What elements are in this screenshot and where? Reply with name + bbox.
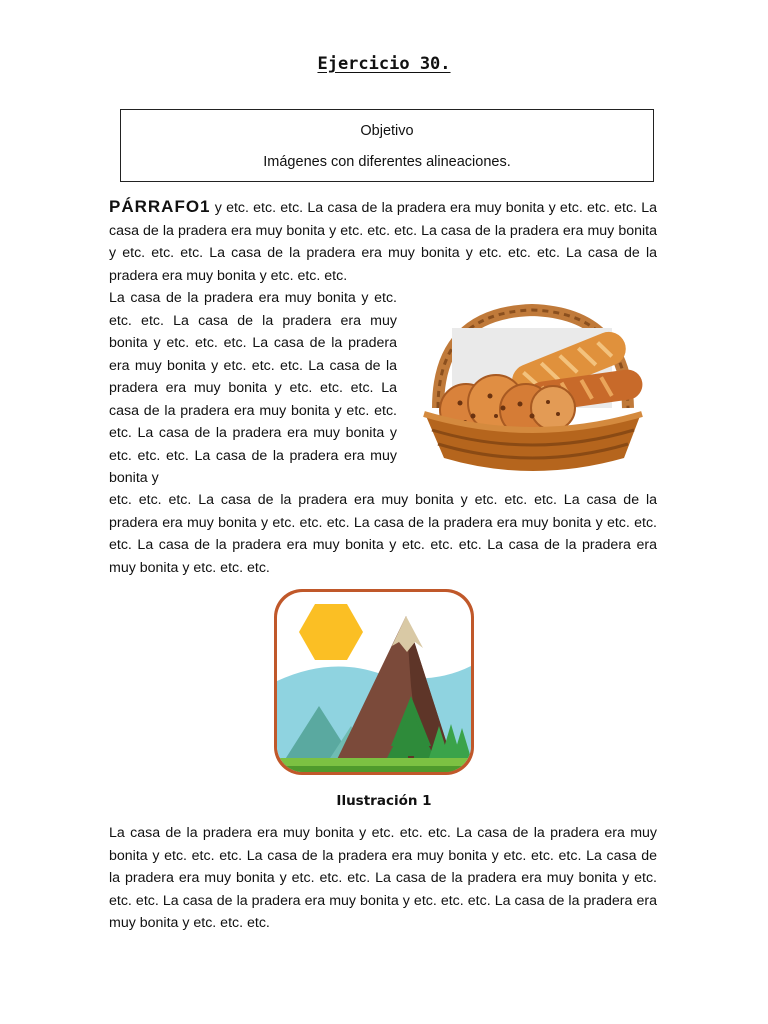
paragraph-1-text: y etc. etc. etc. La casa de la pradera era muy bonita y etc. etc. etc. La casa de la pradera era muy bonita y etc. etc. etc. La casa de la pradera era muy bonita y etc. etc. etc. La casa de la pradera era muy bonita y etc. etc. etc. La casa de la pradera era muy bonita y etc. etc. etc.: [109, 200, 657, 284]
paragraph-2-wrapped: La casa de la pradera era muy bonita y etc. etc. etc. La casa de la pradera era muy bonita y etc. etc. etc. La casa de la pradera era muy bonita y etc. etc. etc. La casa de la pradera era muy bonita y etc. etc. etc. La casa de la pradera era muy bonita y etc. etc. etc. La casa de la pradera era muy bonita y etc. etc. etc. La casa de la pradera era muy bonita y: [109, 290, 397, 486]
paragraph-1: [109, 196, 657, 287]
objective-text: Imágenes con diferentes alineaciones.: [263, 154, 511, 170]
paragraph-3: etc. etc. etc. La casa de la pradera era muy bonita y etc. etc. etc. La casa de la pradera era muy bonita y etc. etc. etc. La casa de la pradera era muy bonita y etc. etc. etc. La casa de la pradera era muy bonita y etc. etc. etc. La casa de la pradera era muy bonita y etc. etc. etc.: [109, 492, 657, 576]
page-title: Ejercicio 30.: [317, 54, 451, 74]
paragraph-1-lead: PÁRRAFO1: [109, 197, 211, 216]
figure-caption: Ilustración 1: [336, 793, 432, 809]
mountain-landscape-image: [271, 586, 477, 778]
paragraph-4: La casa de la pradera era muy bonita y etc. etc. etc. La casa de la pradera era muy bonita y etc. etc. etc. La casa de la pradera era muy bonita y etc. etc. etc. La casa de la pradera era muy bonita y etc. etc. etc. La casa de la pradera era muy bonita y etc. etc. etc. La casa de la pradera era muy bonita y etc. etc. etc. La casa de la pradera era muy bonita y etc. etc. etc.: [109, 825, 657, 931]
bread-basket-image: [418, 298, 646, 480]
objective-box: [120, 109, 654, 182]
objective-heading: Objetivo: [360, 123, 414, 139]
